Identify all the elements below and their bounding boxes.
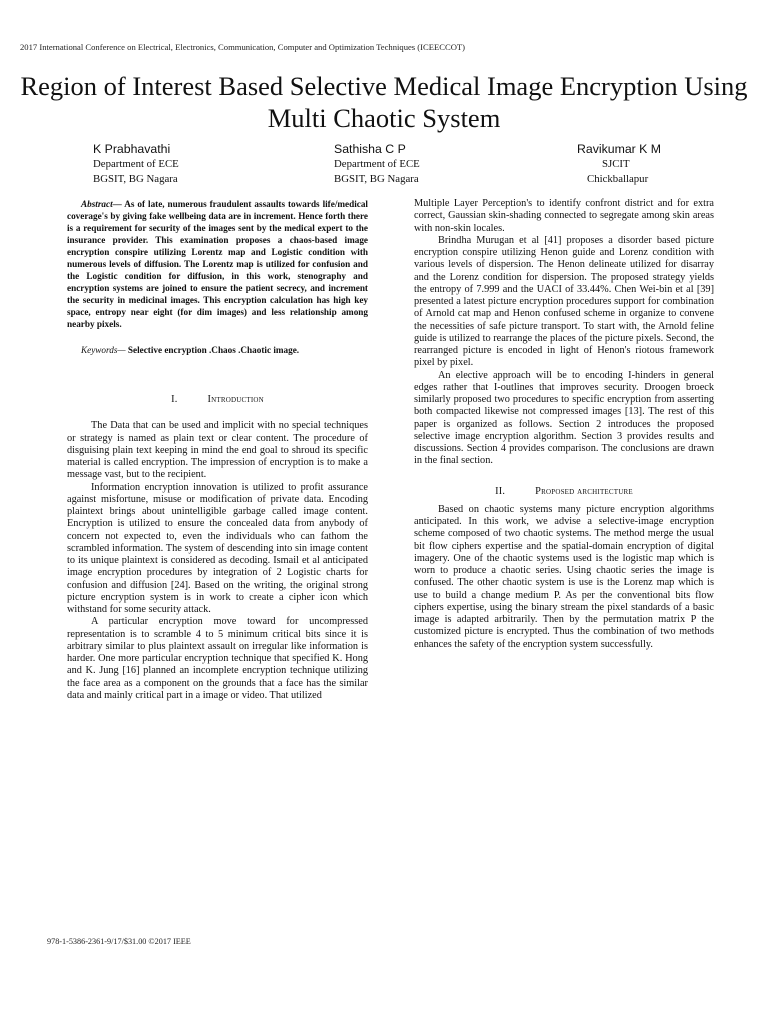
body-paragraph: Information encryption innovation is utilized to profit assurance against misfortune, misuse or modification of private data. Encoding plaintext brings about unintelligible garbage called image content. Encryption is utilized to ensure the concealed data from anybody of concern not expected to, even the individuals who can fathom the scrambled information. The system of descending into sin image content to its unique plaintext is considered as decoding. Ismail et al anticipated image encryption procedures by integration of 2 Logistic charts for confusion and diffusion [24]. Based on the writing, the original strong picture encryption system is in work to create a cipher icon which withstand for some security attack.	[67, 481, 368, 615]
body-paragraph: An elective approach will be to encoding I-hinders in general edges rather that I-outlines that improves security. Droogen broeck similarly proposed two procedures to specific encryption from asserting both compacted likewise not compressed images [13]. The rest of this paper is organized as follows. Section 2 introduces the proposed selective image encryption algorithm. Section 3 provides results and discussions. Section 4 provides comparison. The conclusions are drawn in the final section.	[414, 369, 714, 467]
keywords-text: Selective encryption .Chaos .Chaotic image.	[125, 345, 300, 355]
keywords-label: Keywords—	[81, 345, 126, 355]
conference-header: 2017 International Conference on Electrical, Electronics, Communication, Computer and Optimization Techniques (ICEECCOT)	[20, 42, 466, 52]
author-name: K Prabhavathi	[93, 142, 171, 156]
author-1	[93, 141, 179, 187]
paper-title: Region of Interest Based Selective Medical Image Encryption Using Multi Chaotic System	[20, 71, 748, 133]
section-number: I.	[171, 394, 178, 405]
section-title: Proposed architecture	[535, 485, 633, 497]
author-department: SJCIT	[602, 158, 630, 170]
section-heading-proposed-architecture	[414, 486, 714, 498]
author-2	[334, 141, 420, 187]
body-paragraph: Based on chaotic systems many picture encryption algorithms anticipated. In this work, we advise a selective-image encryption scheme composed of two chaotic systems. The method merge the usual bit flow ciphers expertise and the spatial-domain encryption of digital imagery. One of the chaotic systems used is the logistic map which is worn to produce a chaotic series. Using chaotic series the image is confused. The other chaotic system is use is the Lorenz map which is use to build a change medium P. As per the conventional bits flow ciphers expertise, using the binary stream the pixel standards of a basic image is adapted arbitrarily. Then by the permutation matrix P the customized picture is encrypted. Thus the combination of two methods enhances the safety of the encryption system successfully.	[414, 503, 714, 650]
copyright-footer: 978-1-5386-2361-9/17/$31.00 ©2017 IEEE	[47, 937, 191, 946]
abstract	[67, 198, 368, 330]
body-paragraph: Brindha Murugan et al [41] proposes a disorder based picture encryption conspire utilizing Henon guide and Lorenz condition with various levels of dispersion. The Henon delineate utilized for disarray and the Lorenz condition for dispersion. The proposed strategy yields the entropy of 7.999 and the UACI of 33.44%. Chen Wei-bin et al [39] presented a latest picture encryption procedures support for combination of Arnold cat map and Henon confused scheme in organize to convene the necessities of safe picture transport. To start with, the Arnold feline guide is utilized to rearrange the places of the picture pixels. Second, the rearranged picture is encoded in light of Henon's riotous framework pixel by pixel.	[414, 234, 714, 369]
section-heading-introduction	[67, 394, 368, 406]
keywords	[67, 344, 368, 356]
body-paragraph: The Data that can be used and implicit with no special techniques or strategy is named as plain text or clear content. The procedure of disguising plain text keeping in mind the end goal to shroud its specific material is called encryption. The impression of encryption is to make a message vast, but to the recipient.	[67, 420, 368, 481]
abstract-label: Abstract—	[81, 199, 122, 209]
author-department: Department of ECE	[93, 158, 179, 170]
abstract-text: As of late, numerous fraudulent assaults towards life/medical coverage's by giving fake wellbeing data are in increment. Hence forth there is a requirement for security of the images sent by the medical expert to the insurance provider. This examination proposes a chaos-based image encryption conspire utilizing Lorentz map and Logistic condition with numerous levels of diffusion. The Lorentz map is utilized for confusion and the Logistic condition for diffusion, in this work, stenography and encryption systems are joined to ensure the patient secrecy, and increment the security in medicinal images. This encryption calculation has high key space, entropy near eight (for dim images) and less relationship among nearby pixels.	[67, 199, 368, 329]
author-name: Sathisha C P	[334, 142, 406, 156]
author-department: Department of ECE	[334, 158, 420, 170]
body-paragraph: A particular encryption move toward for uncompressed representation is to scramble 4 to 5 minimum critical bits since it is arbitrary similar to plus plaintext assault on irregular like information is harder. One more particular encryption technique that specified K. Hong and K. Jung [16] planned an incomplete encryption technique utilizing the face area as a component on the grounds that a face has the similar data and mainly critical part in a image or video. That utilized	[67, 616, 368, 701]
author-name: Ravikumar K M	[577, 142, 662, 156]
author-affiliation: BGSIT, BG Nagara	[334, 173, 419, 185]
author-affiliation: BGSIT, BG Nagara	[93, 173, 178, 185]
section-number: II.	[495, 485, 506, 497]
left-column	[67, 198, 368, 702]
body-paragraph: Multiple Layer Perception's to identify confront district and for extra correct, Gaussian skin-shading connected to segregate among skin areas with non-skin locales.	[414, 198, 714, 234]
right-column	[414, 198, 714, 651]
author-block	[0, 141, 768, 191]
author-affiliation: Chickballapur	[587, 173, 649, 185]
section-title: Introduction	[207, 394, 264, 405]
